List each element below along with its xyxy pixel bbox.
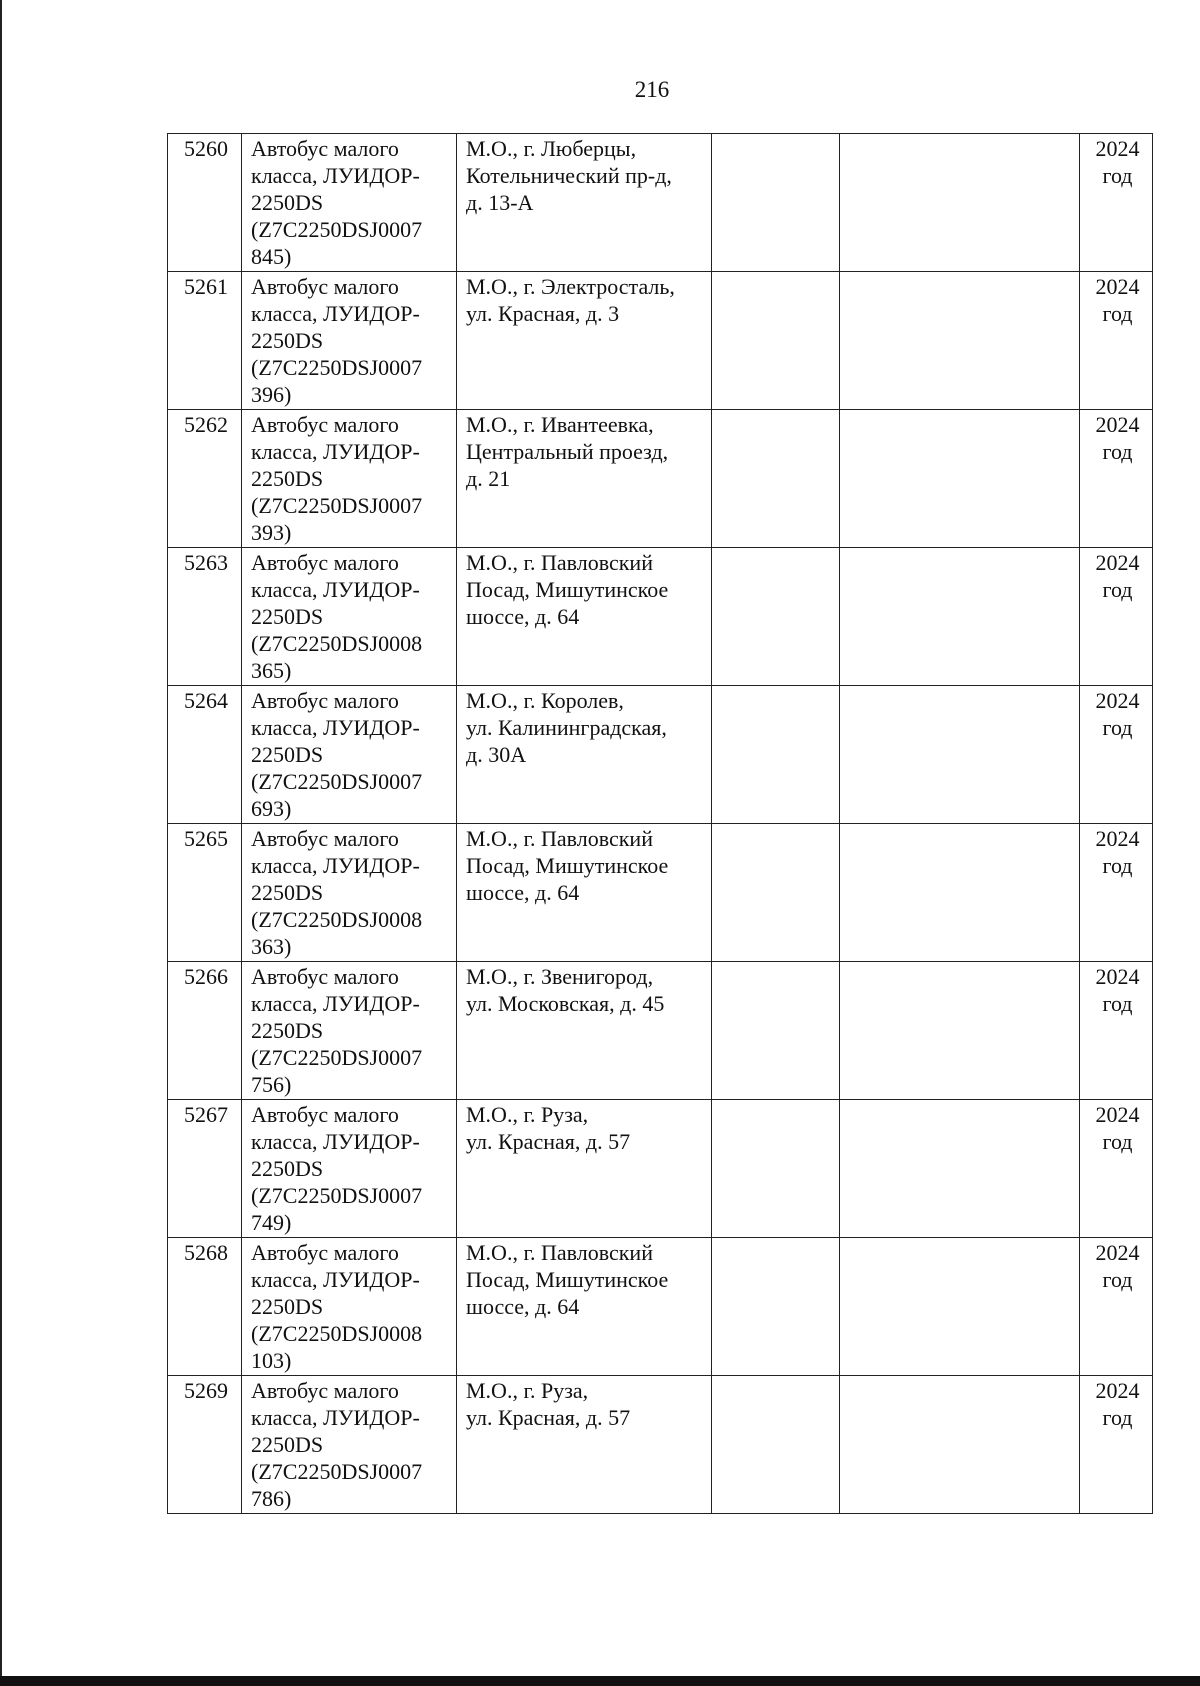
row-number-cell — [168, 686, 242, 824]
empty-cell — [840, 824, 1080, 962]
cell-text-line: М.О., г. Электросталь, — [466, 274, 675, 299]
cell-text-line: год — [1102, 1405, 1133, 1430]
cell-text-line: 2024 — [1095, 550, 1140, 575]
cell-text-line: (Z7C2250DSJ0008 — [251, 631, 423, 656]
table-row — [168, 962, 1153, 1100]
cell-text-line: год — [1102, 853, 1133, 878]
empty-cell — [840, 1100, 1080, 1238]
empty-cell — [712, 410, 840, 548]
cell-text-line: 393) — [251, 520, 292, 545]
empty-cell — [712, 1100, 840, 1238]
address-cell — [457, 272, 712, 410]
cell-text-line: Автобус малого — [251, 412, 399, 437]
cell-text-line: ул. Красная, д. 57 — [466, 1129, 631, 1154]
cell-text-line: 2024 — [1095, 688, 1140, 713]
cell-text-line: класса, ЛУИДОР- — [251, 163, 420, 188]
cell-text-line: Автобус малого — [251, 1102, 399, 1127]
cell-text-line: Автобус малого — [251, 688, 399, 713]
cell-text-line: 2024 — [1095, 826, 1140, 851]
cell-text-line: класса, ЛУИДОР- — [251, 301, 420, 326]
cell-text-line: шоссе, д. 64 — [466, 1294, 580, 1319]
empty-cell — [840, 134, 1080, 272]
table-row — [168, 1376, 1153, 1514]
address-cell — [457, 410, 712, 548]
row-number-cell — [168, 548, 242, 686]
table-row — [168, 1100, 1153, 1238]
year-cell — [1080, 1100, 1153, 1238]
cell-text-line: 5268 — [184, 1240, 228, 1265]
cell-text-line: (Z7C2250DSJ0007 — [251, 1183, 423, 1208]
cell-text-line: (Z7C2250DSJ0007 — [251, 217, 423, 242]
scan-left-edge — [0, 0, 2, 1686]
empty-cell — [712, 962, 840, 1100]
empty-cell — [840, 1238, 1080, 1376]
address-cell — [457, 1376, 712, 1514]
cell-text-line: класса, ЛУИДОР- — [251, 1129, 420, 1154]
cell-text-line: 5266 — [184, 964, 228, 989]
cell-text-line: д. 30А — [466, 742, 527, 767]
vehicle-description-cell — [242, 134, 457, 272]
cell-text-line: Посад, Мишутинское — [466, 853, 669, 878]
cell-text-line: класса, ЛУИДОР- — [251, 991, 420, 1016]
table-body — [168, 134, 1153, 1514]
year-cell — [1080, 824, 1153, 962]
address-cell — [457, 134, 712, 272]
cell-text-line: ул. Красная, д. 57 — [466, 1405, 631, 1430]
cell-text-line: 845) — [251, 244, 292, 269]
cell-text-line: 5264 — [184, 688, 228, 713]
page-number: 216 — [634, 77, 670, 102]
cell-text-line: 2250DS — [251, 1156, 324, 1181]
cell-text-line: 5261 — [184, 274, 228, 299]
cell-text-line: 5263 — [184, 550, 228, 575]
vehicle-description-cell — [242, 410, 457, 548]
empty-cell — [712, 134, 840, 272]
cell-text-line: 2250DS — [251, 328, 324, 353]
cell-text-line: 2250DS — [251, 604, 324, 629]
cell-text-line: класса, ЛУИДОР- — [251, 853, 420, 878]
empty-cell — [712, 1238, 840, 1376]
address-cell — [457, 962, 712, 1100]
cell-text-line: шоссе, д. 64 — [466, 880, 580, 905]
address-cell — [457, 686, 712, 824]
cell-text-line: 363) — [251, 934, 292, 959]
row-number-cell — [168, 134, 242, 272]
vehicle-description-cell — [242, 1100, 457, 1238]
row-number-cell — [168, 1100, 242, 1238]
cell-text-line: Центральный проезд, — [466, 439, 669, 464]
vehicle-description-cell — [242, 962, 457, 1100]
cell-text-line: 5265 — [184, 826, 228, 851]
year-cell — [1080, 962, 1153, 1100]
cell-text-line: Автобус малого — [251, 1378, 399, 1403]
cell-text-line: Автобус малого — [251, 136, 399, 161]
year-cell — [1080, 272, 1153, 410]
year-cell — [1080, 1376, 1153, 1514]
cell-text-line: год — [1102, 991, 1133, 1016]
table-row — [168, 824, 1153, 962]
vehicle-description-cell — [242, 686, 457, 824]
cell-text-line: Автобус малого — [251, 964, 399, 989]
empty-cell — [840, 410, 1080, 548]
empty-cell — [840, 1376, 1080, 1514]
cell-text-line: (Z7C2250DSJ0007 — [251, 1045, 423, 1070]
cell-text-line: шоссе, д. 64 — [466, 604, 580, 629]
cell-text-line: М.О., г. Руза, — [466, 1378, 589, 1403]
cell-text-line: класса, ЛУИДОР- — [251, 1267, 420, 1292]
cell-text-line: Автобус малого — [251, 274, 399, 299]
cell-text-line: М.О., г. Ивантеевка, — [466, 412, 654, 437]
cell-text-line: 2024 — [1095, 964, 1140, 989]
empty-cell — [840, 962, 1080, 1100]
cell-text-line: 5262 — [184, 412, 228, 437]
cell-text-line: Автобус малого — [251, 1240, 399, 1265]
vehicle-description-cell — [242, 272, 457, 410]
cell-text-line: М.О., г. Павловский — [466, 1240, 653, 1265]
vehicle-register-table — [167, 133, 1153, 1514]
cell-text-line: М.О., г. Люберцы, — [466, 136, 637, 161]
empty-cell — [712, 548, 840, 686]
cell-text-line: М.О., г. Звенигород, — [466, 964, 654, 989]
cell-text-line: (Z7C2250DSJ0008 — [251, 907, 423, 932]
cell-text-line: 2250DS — [251, 1294, 324, 1319]
cell-text-line: год — [1102, 715, 1133, 740]
vehicle-description-cell — [242, 548, 457, 686]
cell-text-line: д. 13-А — [466, 190, 534, 215]
cell-text-line: 2250DS — [251, 742, 324, 767]
cell-text-line: класса, ЛУИДОР- — [251, 1405, 420, 1430]
vehicle-description-cell — [242, 1376, 457, 1514]
cell-text-line: год — [1102, 163, 1133, 188]
scan-bottom-edge — [0, 1676, 1200, 1686]
table-row — [168, 410, 1153, 548]
cell-text-line: 2024 — [1095, 1378, 1140, 1403]
cell-text-line: 2024 — [1095, 136, 1140, 161]
cell-text-line: 2250DS — [251, 880, 324, 905]
cell-text-line: М.О., г. Руза, — [466, 1102, 589, 1127]
empty-cell — [712, 1376, 840, 1514]
row-number-cell — [168, 1376, 242, 1514]
cell-text-line: (Z7C2250DSJ0008 — [251, 1321, 423, 1346]
cell-text-line: Автобус малого — [251, 550, 399, 575]
cell-text-line: Автобус малого — [251, 826, 399, 851]
table-row — [168, 686, 1153, 824]
cell-text-line: (Z7C2250DSJ0007 — [251, 355, 423, 380]
cell-text-line: М.О., г. Павловский — [466, 550, 653, 575]
cell-text-line: 2250DS — [251, 1432, 324, 1457]
cell-text-line: Посад, Мишутинское — [466, 1267, 669, 1292]
cell-text-line: год — [1102, 301, 1133, 326]
cell-text-line: 2024 — [1095, 412, 1140, 437]
empty-cell — [712, 272, 840, 410]
row-number-cell — [168, 410, 242, 548]
cell-text-line: 2250DS — [251, 1018, 324, 1043]
address-cell — [457, 824, 712, 962]
empty-cell — [840, 272, 1080, 410]
cell-text-line: год — [1102, 1129, 1133, 1154]
cell-text-line: 2024 — [1095, 274, 1140, 299]
cell-text-line: год — [1102, 439, 1133, 464]
cell-text-line: (Z7C2250DSJ0007 — [251, 493, 423, 518]
year-cell — [1080, 134, 1153, 272]
cell-text-line: год — [1102, 577, 1133, 602]
cell-text-line: 693) — [251, 796, 292, 821]
cell-text-line: 786) — [251, 1486, 292, 1511]
table-row — [168, 272, 1153, 410]
cell-text-line: ул. Калининградская, — [466, 715, 667, 740]
cell-text-line: (Z7C2250DSJ0007 — [251, 769, 423, 794]
cell-text-line: М.О., г. Королев, — [466, 688, 624, 713]
cell-text-line: 5267 — [184, 1102, 228, 1127]
empty-cell — [840, 548, 1080, 686]
row-number-cell — [168, 962, 242, 1100]
table-row — [168, 1238, 1153, 1376]
address-cell — [457, 548, 712, 686]
cell-text-line: класса, ЛУИДОР- — [251, 439, 420, 464]
cell-text-line: 756) — [251, 1072, 292, 1097]
cell-text-line: 365) — [251, 658, 292, 683]
row-number-cell — [168, 1238, 242, 1376]
cell-text-line: 2024 — [1095, 1240, 1140, 1265]
cell-text-line: 103) — [251, 1348, 292, 1373]
address-cell — [457, 1238, 712, 1376]
year-cell — [1080, 410, 1153, 548]
cell-text-line: 5269 — [184, 1378, 228, 1403]
cell-text-line: 396) — [251, 382, 292, 407]
cell-text-line: класса, ЛУИДОР- — [251, 577, 420, 602]
empty-cell — [840, 686, 1080, 824]
cell-text-line: 749) — [251, 1210, 292, 1235]
cell-text-line: ул. Московская, д. 45 — [466, 991, 665, 1016]
year-cell — [1080, 548, 1153, 686]
cell-text-line: 5260 — [184, 136, 228, 161]
address-cell — [457, 1100, 712, 1238]
cell-text-line: год — [1102, 1267, 1133, 1292]
cell-text-line: класса, ЛУИДОР- — [251, 715, 420, 740]
table-row — [168, 134, 1153, 272]
cell-text-line: 2250DS — [251, 190, 324, 215]
row-number-cell — [168, 824, 242, 962]
cell-text-line: М.О., г. Павловский — [466, 826, 653, 851]
table-row — [168, 548, 1153, 686]
empty-cell — [712, 824, 840, 962]
cell-text-line: д. 21 — [466, 466, 511, 491]
year-cell — [1080, 1238, 1153, 1376]
cell-text-line: Посад, Мишутинское — [466, 577, 669, 602]
cell-text-line: ул. Красная, д. 3 — [466, 301, 620, 326]
cell-text-line: 2250DS — [251, 466, 324, 491]
cell-text-line: Котельнический пр-д, — [466, 163, 672, 188]
cell-text-line: 2024 — [1095, 1102, 1140, 1127]
cell-text-line: (Z7C2250DSJ0007 — [251, 1459, 423, 1484]
vehicle-description-cell — [242, 1238, 457, 1376]
year-cell — [1080, 686, 1153, 824]
empty-cell — [712, 686, 840, 824]
vehicle-description-cell — [242, 824, 457, 962]
row-number-cell — [168, 272, 242, 410]
